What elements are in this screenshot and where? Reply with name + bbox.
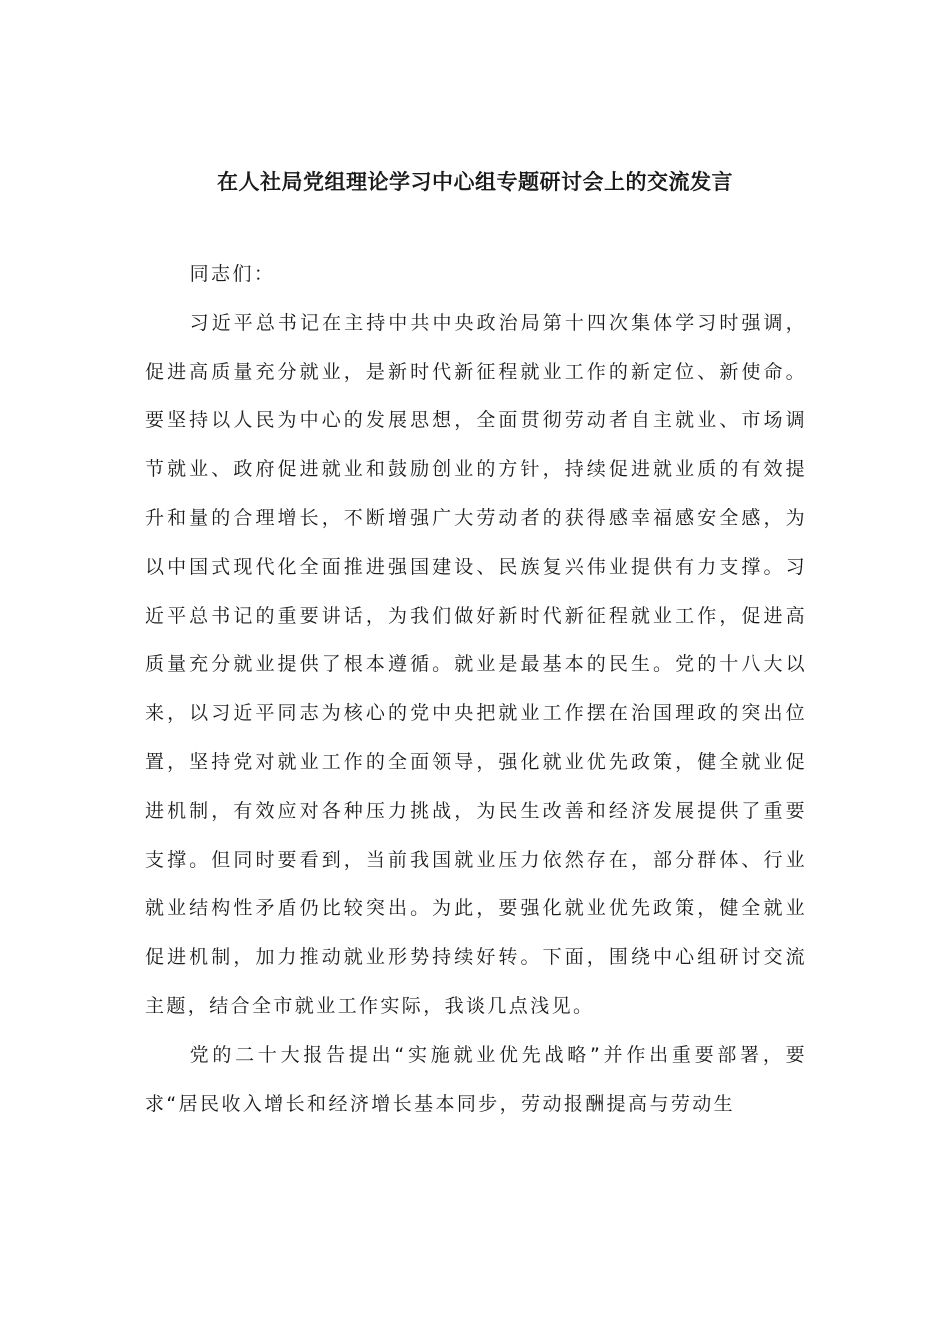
paragraph-1: 习近平总书记在主持中共中央政治局第十四次集体学习时强调，促进高质量充分就业，是新时代新征程就业工作的新定位、新使命。要坚持以人民为中心的发展思想，全面贯彻劳动者自主就业、市场调节就业、政府促进就业和鼓励创业的方针，持续促进就业质的有效提升和量的合理增长，不断增强广大劳动者的获得感幸福感安全感，为以中国式现代化全面推进强国建设、民族复兴伟业提供有力支撑。习近平总书记的重要讲话，为我们做好新时代新征程就业工作，促进高质量充分就业提供了根本遵循。就业是最基本的民生。党的十八大以来，以习近平同志为核心的党中央把就业工作摆在治国理政的突出位置，坚持党对就业工作的全面领导，强化就业优先政策，健全就业促进机制，有效应对各种压力挑战，为民生改善和经济发展提供了重要支撑。但同时要看到，当前我国就业压力依然存在，部分群体、行业就业结构性矛盾仍比较突出。为此，要强化就业优先政策，健全就业促进机制，加力推动就业形势持续好转。下面，围绕中心组研讨交流主题，结合全市就业工作实际，我谈几点浅见。 — [145, 311, 807, 1017]
salutation: 同志们： — [189, 263, 276, 285]
paragraph-2: 党的二十大报告提出“实施就业优先战略”并作出重要部署，要求“居民收入增长和经济增长基本同步，劳动报酬提高与劳动生 — [145, 1043, 807, 1115]
document-body — [145, 250, 807, 1128]
document-title: 在人社局党组理论学习中心组专题研讨会上的交流发言 — [217, 169, 733, 194]
